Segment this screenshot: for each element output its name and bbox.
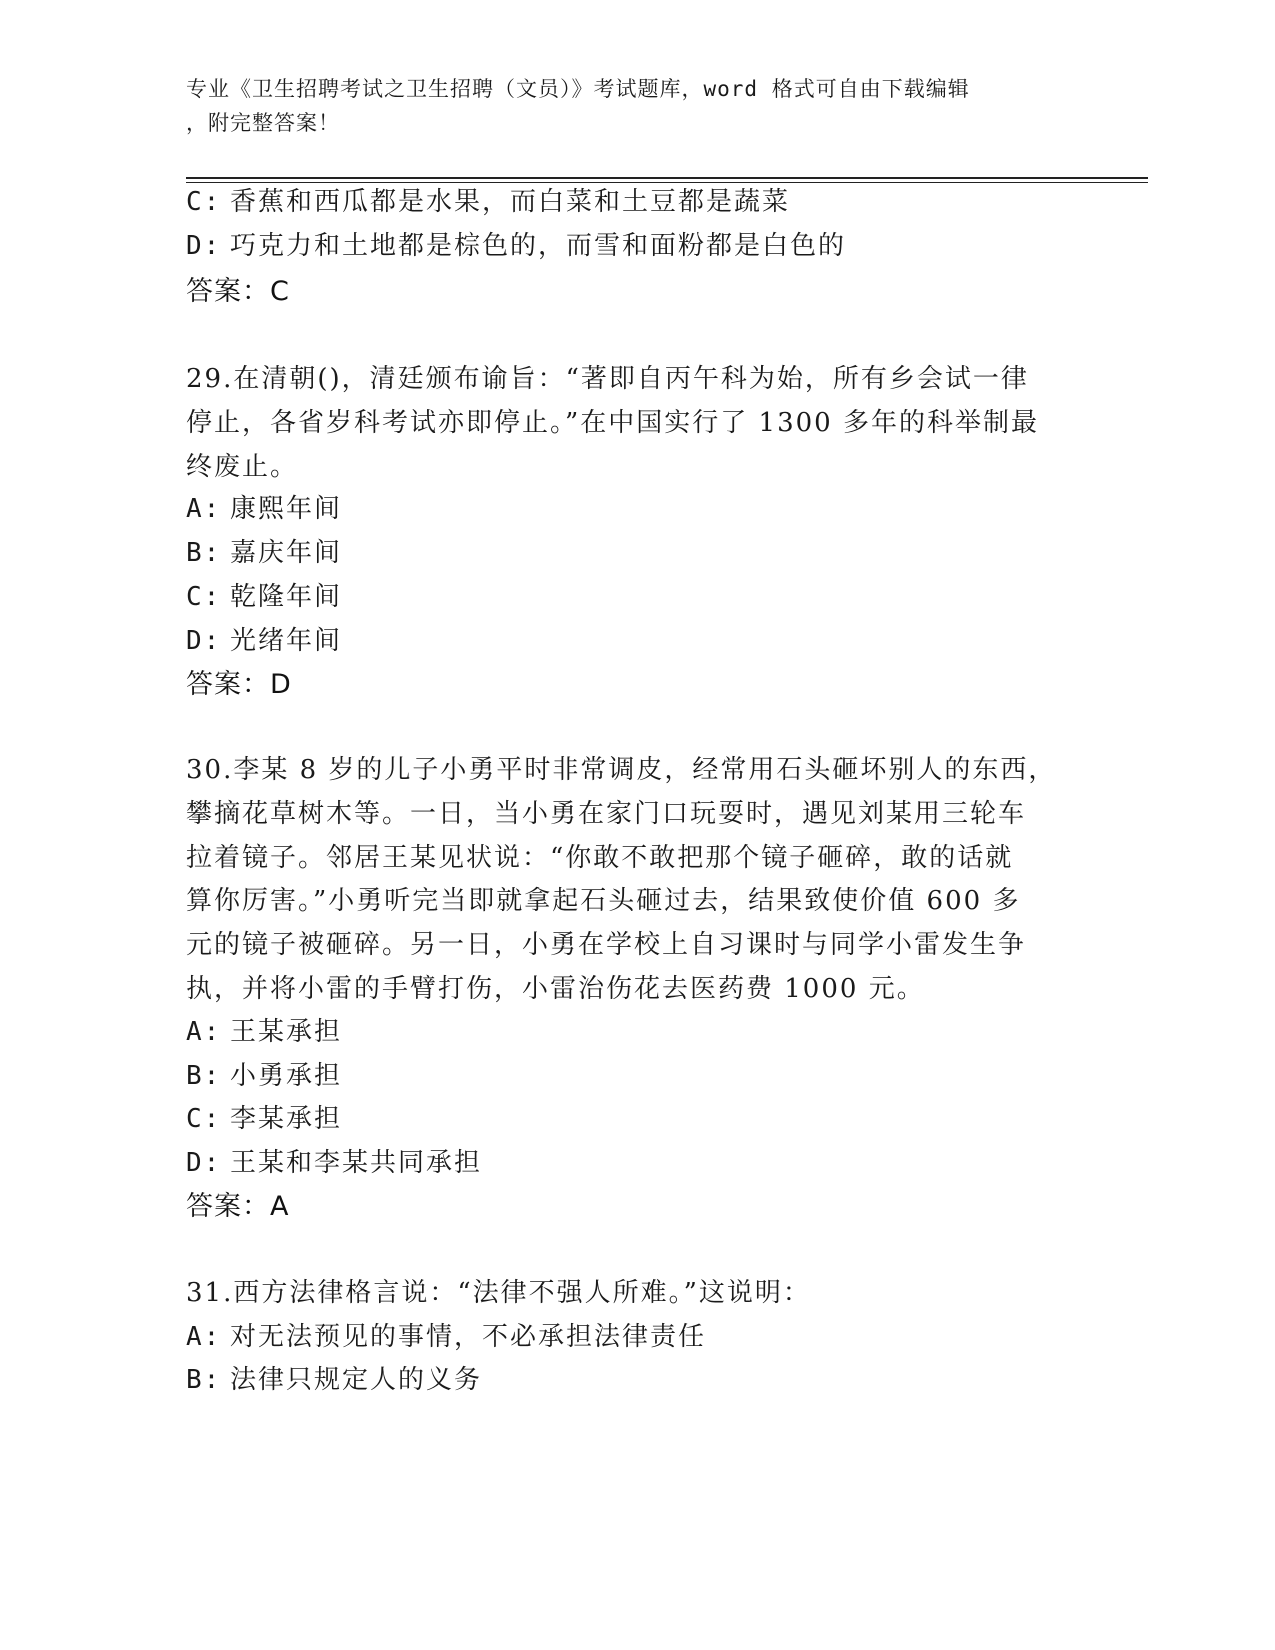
header-rule-thin [186, 182, 1148, 183]
q30-option-c [186, 1102, 342, 1136]
q28-option-d [186, 229, 846, 263]
header-rule [186, 177, 1148, 179]
option-letter: C: [186, 1104, 222, 1134]
q30-stem-line-4: 算你厉害。”小勇听完当即就拿起石头砸过去，结果致使价值 600 多 [186, 886, 1021, 916]
option-letter: D: [186, 231, 222, 261]
option-text: 嘉庆年间 [230, 538, 343, 568]
option-letter: A: [186, 494, 222, 524]
option-letter: D: [186, 626, 222, 656]
option-letter: B: [186, 538, 222, 568]
q30-answer: 答案：A [186, 1191, 290, 1222]
q30-stem-line-5: 元的镜子被砸碎。另一日，小勇在学校上自习课时与同学小雷发生争 [186, 930, 1027, 960]
q30-stem-line-3: 拉着镜子。邻居王某见状说：“你敢不敢把那个镜子砸碎，敢的话就 [186, 843, 1014, 873]
q30-option-b [186, 1059, 342, 1093]
option-letter: A: [186, 1322, 222, 1352]
option-letter: B: [186, 1365, 222, 1395]
option-letter: D: [186, 1148, 222, 1178]
option-text: 巧克力和土地都是棕色的，而雪和面粉都是白色的 [230, 231, 847, 261]
q30-option-d [186, 1146, 482, 1180]
q29-stem-line-2: 停止，各省岁科考试亦即停止。”在中国实行了 1300 多年的科举制最 [186, 408, 1039, 438]
option-text: 香蕉和西瓜都是水果，而白菜和土豆都是蔬菜 [230, 187, 791, 217]
option-text: 康熙年间 [230, 494, 343, 524]
q28-answer: 答案：C [186, 276, 290, 307]
option-text: 李某承担 [230, 1104, 343, 1134]
option-letter: B: [186, 1061, 222, 1091]
q29-option-d [186, 624, 342, 658]
q29-stem-line-1: 29.在清朝()，清廷颁布谕旨：“著即自丙午科为始，所有乡会试一律 [186, 364, 1029, 394]
q29-option-a [186, 492, 342, 526]
option-text: 乾隆年间 [230, 582, 343, 612]
option-text: 小勇承担 [230, 1061, 343, 1091]
header-line-2: ，附完整答案！ [186, 111, 340, 135]
q29-option-b [186, 536, 342, 570]
q30-stem-line-6: 执，并将小雷的手臂打伤，小雷治伤花去医药费 1000 元。 [186, 974, 925, 1004]
q29-option-c [186, 580, 342, 614]
header-line-1: 专业《卫生招聘考试之卫生招聘（文员）》考试题库，word 格式可自由下载编辑 [186, 77, 970, 101]
option-text: 法律只规定人的义务 [230, 1365, 483, 1395]
document-header [186, 72, 1086, 140]
q28-option-c [186, 185, 790, 219]
option-letter: C: [186, 187, 222, 217]
q30-stem-line-2: 攀摘花草树木等。一日，当小勇在家门口玩耍时，遇见刘某用三轮车 [186, 799, 1027, 829]
q30-stem-line-1: 30.李某 8 岁的儿子小勇平时非常调皮，经常用石头砸坏别人的东西， [186, 755, 1057, 785]
option-text: 王某和李某共同承担 [230, 1148, 483, 1178]
q30-option-a [186, 1015, 342, 1049]
option-text: 光绪年间 [230, 626, 343, 656]
q31-stem-line-1: 31.西方法律格言说：“法律不强人所难。”这说明： [186, 1278, 811, 1308]
option-text: 对无法预见的事情，不必承担法律责任 [230, 1322, 707, 1352]
option-letter: A: [186, 1017, 222, 1047]
option-letter: C: [186, 582, 222, 612]
option-text: 王某承担 [230, 1017, 343, 1047]
q31-option-b [186, 1363, 482, 1397]
q29-answer: 答案：D [186, 669, 292, 700]
q29-stem-line-3: 终废止。 [186, 452, 299, 482]
q31-option-a [186, 1320, 706, 1354]
